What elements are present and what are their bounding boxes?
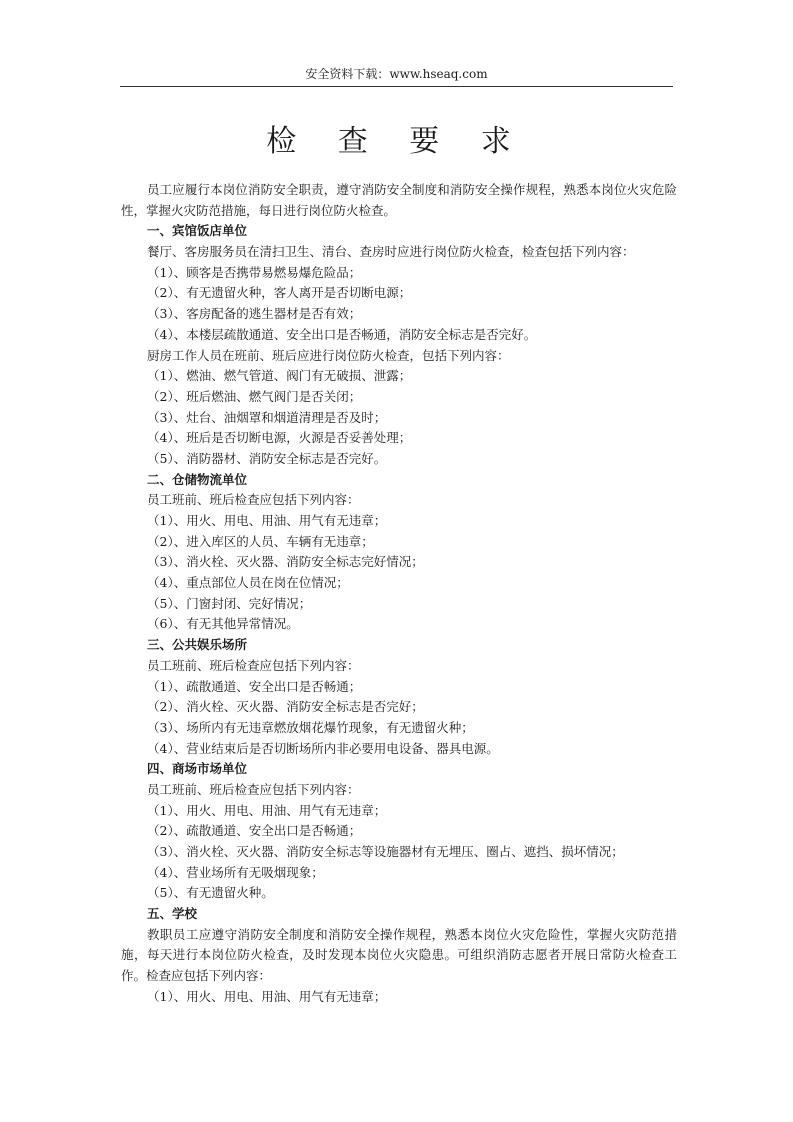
list-item: （4）、营业场所有无吸烟现象； xyxy=(147,864,324,880)
list-item: （2）、疏散通道、安全出口是否畅通； xyxy=(147,823,362,839)
list-item: （4）、本楼层疏散通道、安全出口是否畅通，消防安全标志是否完好。 xyxy=(147,326,537,342)
list-item: （2）、消火栓、灭火器、消防安全标志是否完好； xyxy=(147,699,424,715)
list-item: （1）、用火、用电、用油、用气有无违章； xyxy=(147,513,387,529)
group-lead: 员工班前、班后检查应包括下列内容： xyxy=(147,492,360,508)
list-item: （1）、用火、用电、用油、用气有无违章； xyxy=(147,988,387,1004)
list-item: （2）、进入库区的人员、车辆有无违章； xyxy=(147,533,374,549)
list-item: （6）、有无其他异常情况。 xyxy=(147,616,299,632)
intro-paragraph: 员工应履行本岗位消防安全职责，遵守消防安全制度和消防安全操作规程，熟悉本岗位火灾危险性，掌握火灾防范措施，每日进行岗位防火检查。 xyxy=(121,182,677,218)
section-heading-4: 四、商场市场单位 xyxy=(147,761,248,777)
list-item: （4）、重点部位人员在岗在位情况； xyxy=(147,575,349,591)
list-item: （3）、灶台、油烟罩和烟道清理是否及时； xyxy=(147,409,387,425)
list-item: （1）、疏散通道、安全出口是否畅通； xyxy=(147,678,362,694)
list-item: （1）、顾客是否携带易燃易爆危险品； xyxy=(147,264,362,280)
list-item: （2）、班后燃油、燃气阀门是否关闭； xyxy=(147,388,362,404)
school-paragraph: 教职员工应遵守消防安全制度和消防安全操作规程，熟悉本岗位火灾危险性，掌握火灾防范措施，每天进行本岗位防火检查，及时发现本岗位火灾隐患。可组织消防志愿者开展日常防火检查工作。检查应包括下列内容： xyxy=(121,926,677,984)
list-item: （3）、消火栓、灭火器、消防安全标志等设施器材有无埋压、圈占、遮挡、损坏情况； xyxy=(147,844,624,860)
list-item: （3）、客房配备的逃生器材是否有效； xyxy=(147,306,362,322)
list-item: （2）、有无遗留火种，客人离开是否切断电源； xyxy=(147,285,412,301)
section-heading-5: 五、学校 xyxy=(147,906,198,922)
list-item: （3）、消火栓、灭火器、消防安全标志完好情况； xyxy=(147,554,424,570)
list-item: （1）、用火、用电、用油、用气有无违章； xyxy=(147,802,387,818)
group-lead: 餐厅、客房服务员在清扫卫生、清台、查房时应进行岗位防火检查，检查包括下列内容： xyxy=(147,244,635,260)
list-item: （5）、门窗封闭、完好情况； xyxy=(147,595,312,611)
list-item: （4）、班后是否切断电源，火源是否妥善处理； xyxy=(147,430,412,446)
list-item: （3）、场所内有无违章燃放烟花爆竹现象，有无遗留火种； xyxy=(147,719,474,735)
header-text: 安全资料下载：www.hseaq.com xyxy=(305,67,488,81)
document-body xyxy=(121,180,677,1008)
section-heading-2: 二、仓储物流单位 xyxy=(147,471,248,487)
group-lead: 员工班前、班后检查应包括下列内容： xyxy=(147,781,360,797)
list-item: （4）、营业结束后是否切断场所内非必要用电设备、器具电源。 xyxy=(147,740,499,756)
section-heading-3: 三、公共娱乐场所 xyxy=(147,637,248,653)
list-item: （5）、消防器材、消防安全标志是否完好。 xyxy=(147,450,387,466)
list-item: （1）、燃油、燃气管道、阀门有无破损、泄露； xyxy=(147,368,412,384)
page-header xyxy=(120,64,673,87)
section-heading-1: 一、宾馆饭店单位 xyxy=(147,223,248,239)
group-lead: 员工班前、班后检查应包括下列内容： xyxy=(147,657,360,673)
group-lead: 厨房工作人员在班前、班后应进行岗位防火检查，包括下列内容： xyxy=(147,347,510,363)
page-title: 检 查 要 求 xyxy=(266,124,527,159)
list-item: （5）、有无遗留火种。 xyxy=(147,885,274,901)
